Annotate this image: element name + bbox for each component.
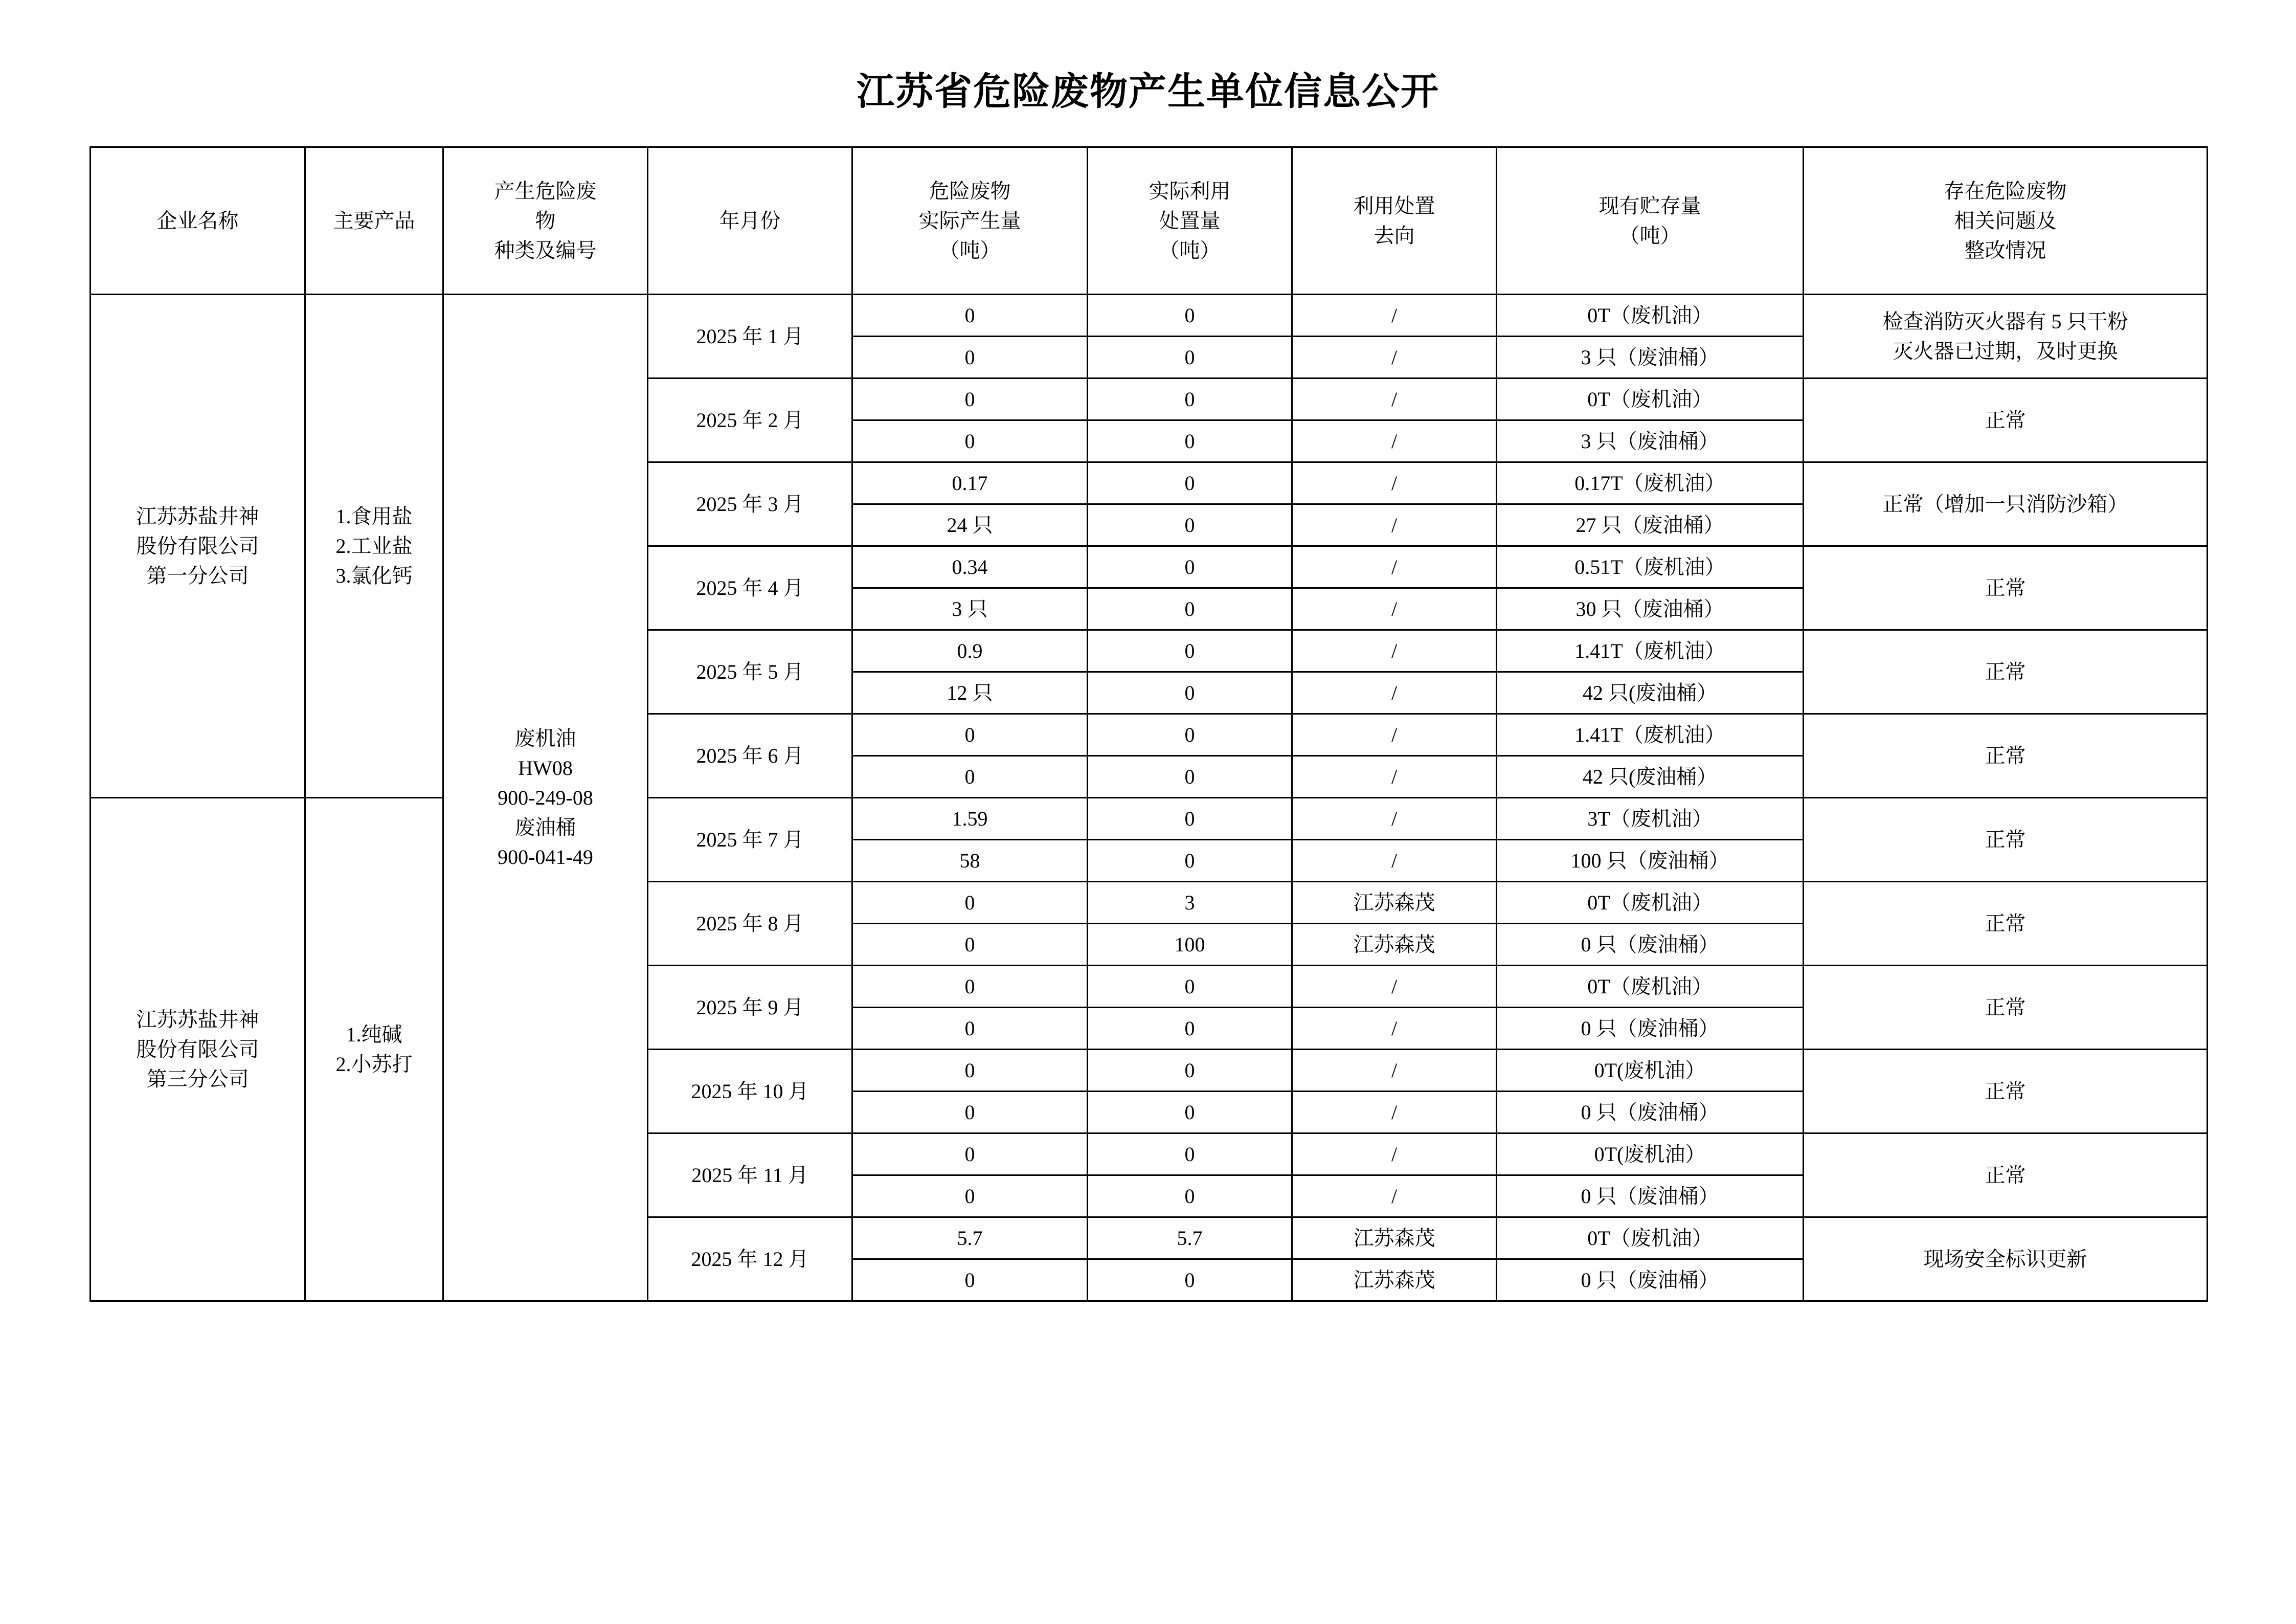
- text-line: 正常: [1985, 576, 2026, 599]
- destination-cell: /: [1292, 756, 1497, 798]
- header-line: 种类及编号: [494, 238, 597, 262]
- header-line: 产生危险废: [494, 179, 597, 203]
- month-cell: 2025 年 10 月: [648, 1050, 852, 1133]
- disposed-amount-cell: 0: [1088, 798, 1292, 840]
- month-cell: 2025 年 6 月: [648, 714, 852, 798]
- text-line: 江苏苏盐井神: [136, 1008, 259, 1031]
- header-line: 相关问题及: [1954, 209, 2057, 232]
- destination-cell: /: [1292, 714, 1497, 756]
- col-header-stock: [1497, 147, 1804, 295]
- header-line: 实际产生量: [918, 209, 1021, 232]
- disposed-amount-cell: 0: [1088, 672, 1292, 714]
- header-line: （吨）: [939, 238, 1001, 262]
- issues-note-cell: [1804, 1217, 2208, 1301]
- generated-amount-cell: 0: [852, 1050, 1088, 1092]
- header-line: 危险废物: [929, 179, 1011, 203]
- generated-amount-cell: 0: [852, 420, 1088, 462]
- header-line: 现有贮存量: [1599, 194, 1701, 217]
- header-line: 物: [535, 209, 556, 232]
- generated-amount-cell: 0: [852, 337, 1088, 379]
- destination-cell: /: [1292, 462, 1497, 504]
- disposed-amount-cell: 0: [1088, 1175, 1292, 1217]
- disposed-amount-cell: 0: [1088, 1008, 1292, 1050]
- stock-amount-cell: 0.17T（废机油）: [1497, 462, 1804, 504]
- main-products-cell: [305, 295, 443, 798]
- text-line: 正常: [1985, 1163, 2026, 1187]
- issues-note-cell: [1804, 714, 2208, 798]
- generated-amount-cell: 0: [852, 1175, 1088, 1217]
- destination-cell: /: [1292, 1050, 1497, 1092]
- text-line: 正常: [1985, 408, 2026, 432]
- disposed-amount-cell: 0: [1088, 379, 1292, 420]
- generated-amount-cell: 0: [852, 1259, 1088, 1301]
- stock-amount-cell: 42 只(废油桶）: [1497, 672, 1804, 714]
- col-header-product: [305, 147, 443, 295]
- generated-amount-cell: 0.9: [852, 630, 1088, 672]
- waste-type-cell: [443, 295, 648, 1301]
- stock-amount-cell: 0.51T（废机油）: [1497, 546, 1804, 588]
- destination-cell: /: [1292, 672, 1497, 714]
- disposed-amount-cell: 0: [1088, 756, 1292, 798]
- col-header-destination: [1292, 147, 1497, 295]
- destination-cell: /: [1292, 337, 1497, 379]
- header-line: 利用处置: [1353, 194, 1435, 217]
- text-line: 900-249-08: [498, 786, 593, 809]
- company-name-cell: [91, 798, 305, 1301]
- table-header-row: [91, 147, 2208, 295]
- text-line: 2.工业盐: [335, 534, 413, 558]
- generated-amount-cell: 24 只: [852, 504, 1088, 546]
- month-cell: 2025 年 1 月: [648, 295, 852, 379]
- issues-note-cell: [1804, 882, 2208, 966]
- table-row: [91, 798, 2208, 840]
- header-line: 年月份: [719, 209, 781, 232]
- hazardous-waste-table: [89, 146, 2208, 1302]
- disposed-amount-cell: 5.7: [1088, 1217, 1292, 1259]
- generated-amount-cell: 0: [852, 1133, 1088, 1175]
- company-name-cell: [91, 295, 305, 798]
- stock-amount-cell: 0T（废机油）: [1497, 966, 1804, 1008]
- col-header-generated: [852, 147, 1088, 295]
- disposed-amount-cell: 0: [1088, 295, 1292, 337]
- month-cell: 2025 年 12 月: [648, 1217, 852, 1301]
- destination-cell: /: [1292, 546, 1497, 588]
- generated-amount-cell: 0: [852, 924, 1088, 966]
- destination-cell: /: [1292, 966, 1497, 1008]
- stock-amount-cell: 3T（废机油）: [1497, 798, 1804, 840]
- destination-cell: /: [1292, 295, 1497, 337]
- disposed-amount-cell: 0: [1088, 546, 1292, 588]
- month-cell: 2025 年 4 月: [648, 546, 852, 630]
- text-line: 废油桶: [514, 815, 576, 839]
- destination-cell: /: [1292, 798, 1497, 840]
- disposed-amount-cell: 0: [1088, 1133, 1292, 1175]
- text-line: 正常: [1985, 660, 2026, 683]
- col-header-month: [648, 147, 852, 295]
- stock-amount-cell: 0T(废机油）: [1497, 1133, 1804, 1175]
- stock-amount-cell: 0 只（废油桶）: [1497, 1092, 1804, 1133]
- disposed-amount-cell: 0: [1088, 714, 1292, 756]
- disposed-amount-cell: 0: [1088, 630, 1292, 672]
- destination-cell: /: [1292, 379, 1497, 420]
- generated-amount-cell: 0: [852, 295, 1088, 337]
- month-cell: 2025 年 3 月: [648, 462, 852, 546]
- text-line: 第一分公司: [146, 564, 249, 587]
- destination-cell: 江苏森茂: [1292, 1259, 1497, 1301]
- stock-amount-cell: 42 只(废油桶）: [1497, 756, 1804, 798]
- header-line: 去向: [1374, 224, 1415, 247]
- header-line: 主要产品: [333, 209, 415, 232]
- header-line: 整改情况: [1964, 238, 2046, 262]
- generated-amount-cell: 0.17: [852, 462, 1088, 504]
- stock-amount-cell: 1.41T（废机油）: [1497, 714, 1804, 756]
- text-line: 正常: [1985, 1079, 2026, 1103]
- disposed-amount-cell: 100: [1088, 924, 1292, 966]
- month-cell: 2025 年 2 月: [648, 379, 852, 462]
- disposed-amount-cell: 3: [1088, 882, 1292, 924]
- issues-note-cell: [1804, 1050, 2208, 1133]
- stock-amount-cell: 30 只（废油桶）: [1497, 588, 1804, 630]
- disposed-amount-cell: 0: [1088, 1092, 1292, 1133]
- table-container: [0, 146, 2296, 1302]
- table-body: [91, 295, 2208, 1301]
- stock-amount-cell: 0 只（废油桶）: [1497, 924, 1804, 966]
- disposed-amount-cell: 0: [1088, 588, 1292, 630]
- destination-cell: 江苏森茂: [1292, 1217, 1497, 1259]
- text-line: 检查消防灭火器有 5 只干粉: [1882, 309, 2128, 333]
- stock-amount-cell: 0T(废机油）: [1497, 1050, 1804, 1092]
- issues-note-cell: [1804, 295, 2208, 379]
- destination-cell: /: [1292, 504, 1497, 546]
- generated-amount-cell: 0: [852, 882, 1088, 924]
- month-cell: 2025 年 7 月: [648, 798, 852, 882]
- generated-amount-cell: 0: [852, 756, 1088, 798]
- generated-amount-cell: 0: [852, 1092, 1088, 1133]
- col-header-issues: [1804, 147, 2208, 295]
- month-cell: 2025 年 11 月: [648, 1133, 852, 1217]
- destination-cell: /: [1292, 630, 1497, 672]
- stock-amount-cell: 0T（废机油）: [1497, 882, 1804, 924]
- issues-note-cell: [1804, 379, 2208, 462]
- text-line: 第三分公司: [146, 1067, 249, 1091]
- destination-cell: /: [1292, 1133, 1497, 1175]
- generated-amount-cell: 0.34: [852, 546, 1088, 588]
- generated-amount-cell: 0: [852, 1008, 1088, 1050]
- destination-cell: /: [1292, 1092, 1497, 1133]
- generated-amount-cell: 58: [852, 840, 1088, 882]
- generated-amount-cell: 0: [852, 714, 1088, 756]
- stock-amount-cell: 3 只（废油桶）: [1497, 420, 1804, 462]
- disposed-amount-cell: 0: [1088, 840, 1292, 882]
- disposed-amount-cell: 0: [1088, 966, 1292, 1008]
- month-cell: 2025 年 8 月: [648, 882, 852, 966]
- text-line: 灭火器已过期，及时更换: [1893, 339, 2118, 363]
- disposed-amount-cell: 0: [1088, 462, 1292, 504]
- month-cell: 2025 年 9 月: [648, 966, 852, 1050]
- destination-cell: /: [1292, 420, 1497, 462]
- text-line: HW08: [518, 756, 573, 780]
- text-line: 股份有限公司: [136, 1037, 259, 1061]
- stock-amount-cell: 27 只（废油桶）: [1497, 504, 1804, 546]
- header-line: 存在危险废物: [1944, 179, 2067, 203]
- disposed-amount-cell: 0: [1088, 504, 1292, 546]
- main-products-cell: [305, 798, 443, 1301]
- stock-amount-cell: 0 只（废油桶）: [1497, 1008, 1804, 1050]
- text-line: 废机油: [514, 726, 576, 750]
- generated-amount-cell: 1.59: [852, 798, 1088, 840]
- text-line: 正常: [1985, 995, 2026, 1019]
- stock-amount-cell: 1.41T（废机油）: [1497, 630, 1804, 672]
- stock-amount-cell: 0T（废机油）: [1497, 1217, 1804, 1259]
- issues-note-cell: [1804, 630, 2208, 714]
- disposed-amount-cell: 0: [1088, 1259, 1292, 1301]
- header-line: 处置量: [1159, 209, 1221, 232]
- generated-amount-cell: 0: [852, 966, 1088, 1008]
- text-line: 正常: [1985, 744, 2026, 767]
- disposed-amount-cell: 0: [1088, 1050, 1292, 1092]
- destination-cell: /: [1292, 840, 1497, 882]
- disposed-amount-cell: 0: [1088, 337, 1292, 379]
- text-line: 正常（增加一只消防沙箱）: [1882, 492, 2128, 516]
- text-line: 现场安全标识更新: [1923, 1247, 2087, 1271]
- text-line: 江苏苏盐井神: [136, 504, 259, 528]
- issues-note-cell: [1804, 1133, 2208, 1217]
- destination-cell: /: [1292, 588, 1497, 630]
- header-line: （吨）: [1619, 224, 1681, 247]
- issues-note-cell: [1804, 798, 2208, 882]
- col-header-disposed: [1088, 147, 1292, 295]
- text-line: 正常: [1985, 828, 2026, 851]
- issues-note-cell: [1804, 462, 2208, 546]
- table-header: [91, 147, 2208, 295]
- generated-amount-cell: 5.7: [852, 1217, 1088, 1259]
- text-line: 3.氯化钙: [335, 564, 413, 587]
- stock-amount-cell: 3 只（废油桶）: [1497, 337, 1804, 379]
- text-line: 900-041-49: [498, 845, 593, 869]
- generated-amount-cell: 12 只: [852, 672, 1088, 714]
- col-header-waste-type: [443, 147, 648, 295]
- destination-cell: /: [1292, 1008, 1497, 1050]
- destination-cell: 江苏森茂: [1292, 924, 1497, 966]
- page-title: 江苏省危险废物产生单位信息公开: [857, 70, 1439, 114]
- disposed-amount-cell: 0: [1088, 420, 1292, 462]
- header-line: 企业名称: [156, 209, 239, 232]
- text-line: 1.纯碱: [346, 1022, 402, 1046]
- issues-note-cell: [1804, 966, 2208, 1050]
- stock-amount-cell: 100 只（废油桶）: [1497, 840, 1804, 882]
- stock-amount-cell: 0T（废机油）: [1497, 379, 1804, 420]
- text-line: 2.小苏打: [335, 1052, 413, 1076]
- month-cell: 2025 年 5 月: [648, 630, 852, 714]
- stock-amount-cell: 0 只（废油桶）: [1497, 1175, 1804, 1217]
- text-line: 股份有限公司: [136, 534, 259, 558]
- destination-cell: /: [1292, 1175, 1497, 1217]
- table-row: [91, 295, 2208, 337]
- header-line: （吨）: [1159, 238, 1221, 262]
- destination-cell: 江苏森茂: [1292, 882, 1497, 924]
- generated-amount-cell: 3 只: [852, 588, 1088, 630]
- col-header-company: [91, 147, 305, 295]
- stock-amount-cell: 0T（废机油）: [1497, 295, 1804, 337]
- text-line: 1.食用盐: [335, 504, 413, 528]
- issues-note-cell: [1804, 546, 2208, 630]
- text-line: 正常: [1985, 911, 2026, 935]
- stock-amount-cell: 0 只（废油桶）: [1497, 1259, 1804, 1301]
- generated-amount-cell: 0: [852, 379, 1088, 420]
- header-line: 实际利用: [1149, 179, 1231, 203]
